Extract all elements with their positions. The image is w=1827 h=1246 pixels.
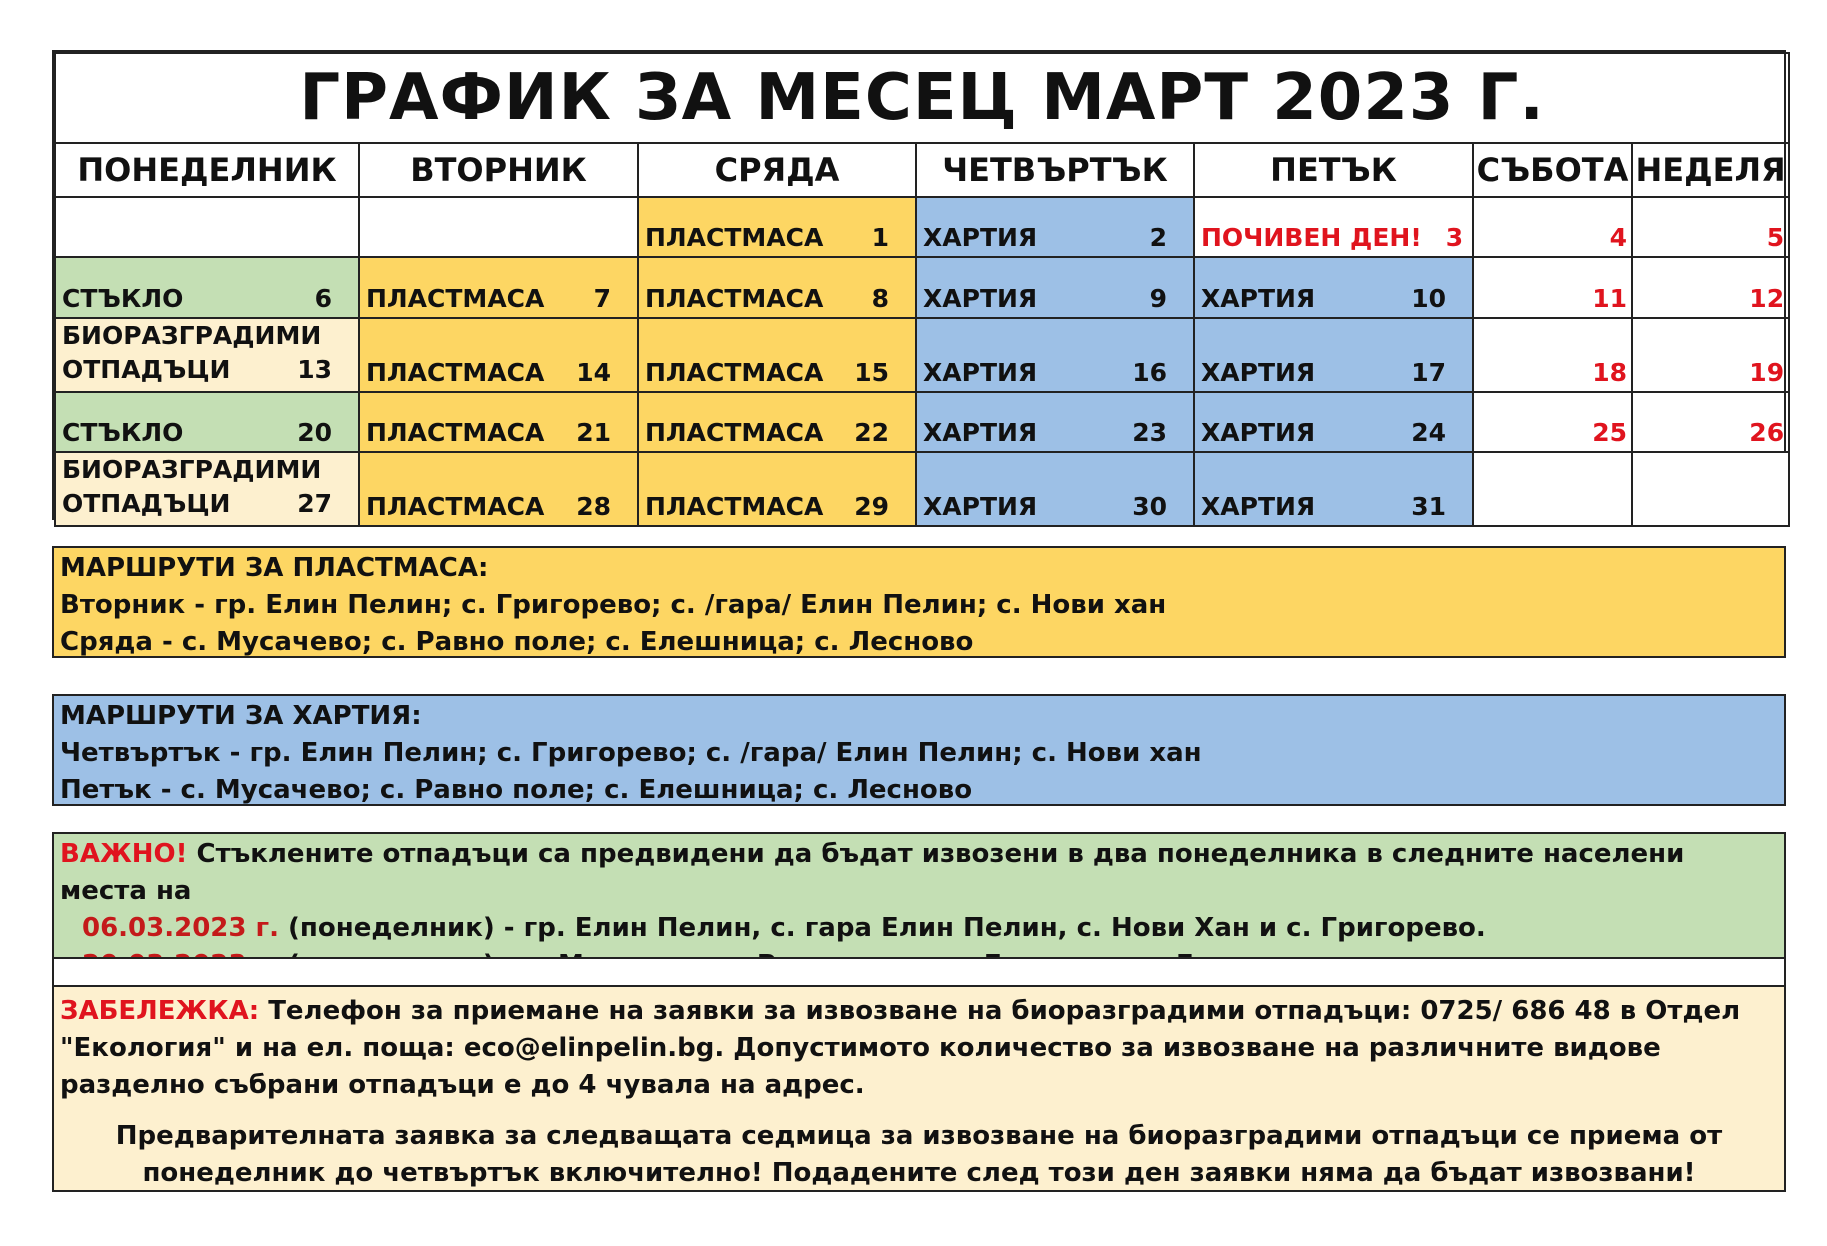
day-number: 20 — [297, 418, 332, 447]
collection-label: ХАРТИЯ — [1201, 358, 1316, 387]
day-cell-bio — [55, 452, 359, 526]
day-number: 26 — [1749, 418, 1785, 447]
routes-paper-line: Петък - с. Мусачево; с. Равно поле; с. Елешница; с. Лесново — [60, 775, 973, 805]
collection-label: ПЛАСТМАСА — [366, 358, 545, 387]
day-cell-bio — [55, 318, 359, 392]
day-cell-paper — [916, 392, 1194, 452]
day-cell-glass — [55, 257, 359, 318]
day-number: 19 — [1749, 358, 1785, 387]
collection-label: ХАРТИЯ — [1201, 492, 1316, 521]
day-cell-empty — [1632, 452, 1789, 526]
day-cell-weekend — [1473, 197, 1632, 257]
calendar-table — [52, 50, 1786, 520]
day-number: 1 — [871, 223, 889, 252]
note-box — [52, 985, 1786, 1192]
day-number: 22 — [854, 418, 889, 447]
glass-date-text: (понеделник) - гр. Елин Пелин, с. гара Елин Пелин, с. Нови Хан и с. Григорево. — [279, 913, 1486, 943]
day-number: 21 — [576, 418, 611, 447]
day-number: 13 — [297, 355, 332, 384]
collection-label: ПЛАСТМАСА — [645, 358, 824, 387]
day-number: 23 — [1132, 418, 1167, 447]
day-cell-weekend — [1632, 197, 1789, 257]
collection-label: ПЛАСТМАСА — [366, 418, 545, 447]
day-cell-plastic — [359, 452, 638, 526]
day-number: 6 — [314, 284, 332, 313]
day-cell-weekend — [1632, 318, 1789, 392]
day-cell-plastic — [638, 257, 916, 318]
day-number: 5 — [1766, 223, 1785, 252]
day-cell-plastic — [359, 392, 638, 452]
collection-label: ХАРТИЯ — [923, 492, 1038, 521]
day-number: 15 — [854, 358, 889, 387]
day-number: 17 — [1411, 358, 1446, 387]
day-number: 10 — [1411, 284, 1446, 313]
collection-label: ХАРТИЯ — [1201, 418, 1316, 447]
day-number: 3 — [1445, 223, 1464, 252]
weekday-header-tuesday: ВТОРНИК — [359, 143, 638, 197]
collection-label: ПЛАСТМАСА — [366, 284, 545, 313]
weekday-header-thursday: ЧЕТВЪРТЪК — [916, 143, 1194, 197]
day-number: 12 — [1749, 284, 1785, 313]
day-cell-paper — [916, 257, 1194, 318]
note-label: ЗАБЕЛЕЖКА: — [60, 996, 260, 1026]
day-number: 8 — [871, 284, 889, 313]
day-cell-weekend — [1632, 257, 1789, 318]
day-cell-holiday — [1194, 197, 1473, 257]
collection-label: СТЪКЛО — [62, 284, 184, 313]
day-cell-empty — [359, 197, 638, 257]
day-cell-paper — [916, 318, 1194, 392]
day-cell-plastic — [359, 318, 638, 392]
collection-label: ПЛАСТМАСА — [645, 223, 824, 252]
day-number: 28 — [576, 492, 611, 521]
routes-plastic-heading: МАРШРУТИ ЗА ПЛАСТМАСА: — [60, 553, 489, 583]
collection-label: ХАРТИЯ — [923, 284, 1038, 313]
glass-date: 06.03.2023 г. — [82, 913, 279, 943]
day-cell-empty — [1473, 452, 1632, 526]
note-centered-text: Предварителната заявка за следващата седмица за извозване на биоразградими отпадъци се приема от понеделник до четвъртък включително! Подадените след този ден заявки няма да бъдат извозвани! — [115, 1121, 1723, 1188]
day-cell-plastic — [638, 452, 916, 526]
day-cell-empty — [55, 197, 359, 257]
day-cell-paper — [1194, 392, 1473, 452]
day-number: 31 — [1411, 492, 1446, 521]
collection-label: ХАРТИЯ — [923, 418, 1038, 447]
day-cell-weekend — [1473, 318, 1632, 392]
routes-plastic-line: Сряда - с. Мусачево; с. Равно поле; с. Елешница; с. Лесново — [60, 627, 974, 657]
day-cell-paper — [1194, 318, 1473, 392]
day-number: 30 — [1132, 492, 1167, 521]
day-cell-paper — [916, 197, 1194, 257]
routes-paper-line: Четвъртък - гр. Елин Пелин; с. Григорево; с. /гара/ Елин Пелин; с. Нови хан — [60, 738, 1202, 768]
routes-paper-box — [52, 694, 1786, 806]
day-cell-paper — [1194, 452, 1473, 526]
routes-paper-heading: МАРШРУТИ ЗА ХАРТИЯ: — [60, 701, 422, 731]
important-notice — [52, 832, 1786, 959]
collection-label: ХАРТИЯ — [923, 223, 1038, 252]
day-number: 4 — [1609, 223, 1627, 252]
routes-plastic-box — [52, 546, 1786, 658]
collection-label: ПЛАСТМАСА — [366, 492, 545, 521]
day-cell-paper — [916, 452, 1194, 526]
collection-label-line1: БИОРАЗГРАДИМИ — [62, 321, 322, 350]
day-number: 2 — [1149, 223, 1167, 252]
collection-label: ПЛАСТМАСА — [645, 284, 824, 313]
important-label: ВАЖНО! — [60, 839, 188, 869]
day-number: 27 — [297, 489, 332, 518]
holiday-label: ПОЧИВЕН ДЕН! — [1201, 223, 1422, 252]
note-text: Телефон за приемане на заявки за извозване на биоразградими отпадъци: 0725/ 686 48 в Отдел "Екология" и на ел. поща: eco@elinpelin.bg. Допустимото количество за извозване на различните видове разделно събрани отпадъци е до 4 чувала на адрес. — [60, 996, 1741, 1100]
day-cell-paper — [1194, 257, 1473, 318]
day-number: 24 — [1411, 418, 1446, 447]
day-cell-plastic — [638, 318, 916, 392]
day-cell-glass — [55, 392, 359, 452]
collection-label: СТЪКЛО — [62, 418, 184, 447]
day-number: 9 — [1149, 284, 1167, 313]
weekday-header-monday: ПОНЕДЕЛНИК — [55, 143, 359, 197]
collection-label-line2: ОТПАДЪЦИ — [62, 489, 231, 518]
collection-label: ХАРТИЯ — [923, 358, 1038, 387]
day-number: 29 — [854, 492, 889, 521]
routes-plastic-line: Вторник - гр. Елин Пелин; с. Григорево; с. /гара/ Елин Пелин; с. Нови хан — [60, 590, 1167, 620]
blank-separator-row — [52, 957, 1786, 987]
collection-label: ХАРТИЯ — [1201, 284, 1316, 313]
day-number: 18 — [1592, 358, 1627, 387]
weekday-header-saturday: СЪБОТА — [1473, 143, 1632, 197]
weekday-header-sunday: НЕДЕЛЯ — [1632, 143, 1789, 197]
day-cell-plastic — [638, 197, 916, 257]
collection-label-line1: БИОРАЗГРАДИМИ — [62, 455, 322, 484]
weekday-header-friday: ПЕТЪК — [1194, 143, 1473, 197]
collection-label-line2: ОТПАДЪЦИ — [62, 355, 231, 384]
day-cell-weekend — [1473, 257, 1632, 318]
collection-label: ПЛАСТМАСА — [645, 492, 824, 521]
day-cell-plastic — [638, 392, 916, 452]
day-number: 25 — [1592, 418, 1627, 447]
day-number: 14 — [576, 358, 611, 387]
collection-label: ПЛАСТМАСА — [645, 418, 824, 447]
day-number: 11 — [1592, 284, 1627, 313]
day-cell-weekend — [1473, 392, 1632, 452]
important-text: Стъклените отпадъци са предвидени да бъдат извозени в два понеделника в следните населени места на — [60, 839, 1685, 906]
day-cell-weekend — [1632, 392, 1789, 452]
day-number: 7 — [593, 284, 611, 313]
day-cell-plastic — [359, 257, 638, 318]
page-title: ГРАФИК ЗА МЕСЕЦ МАРТ 2023 Г. — [55, 53, 1789, 143]
weekday-header-wednesday: СРЯДА — [638, 143, 916, 197]
day-number: 16 — [1132, 358, 1167, 387]
